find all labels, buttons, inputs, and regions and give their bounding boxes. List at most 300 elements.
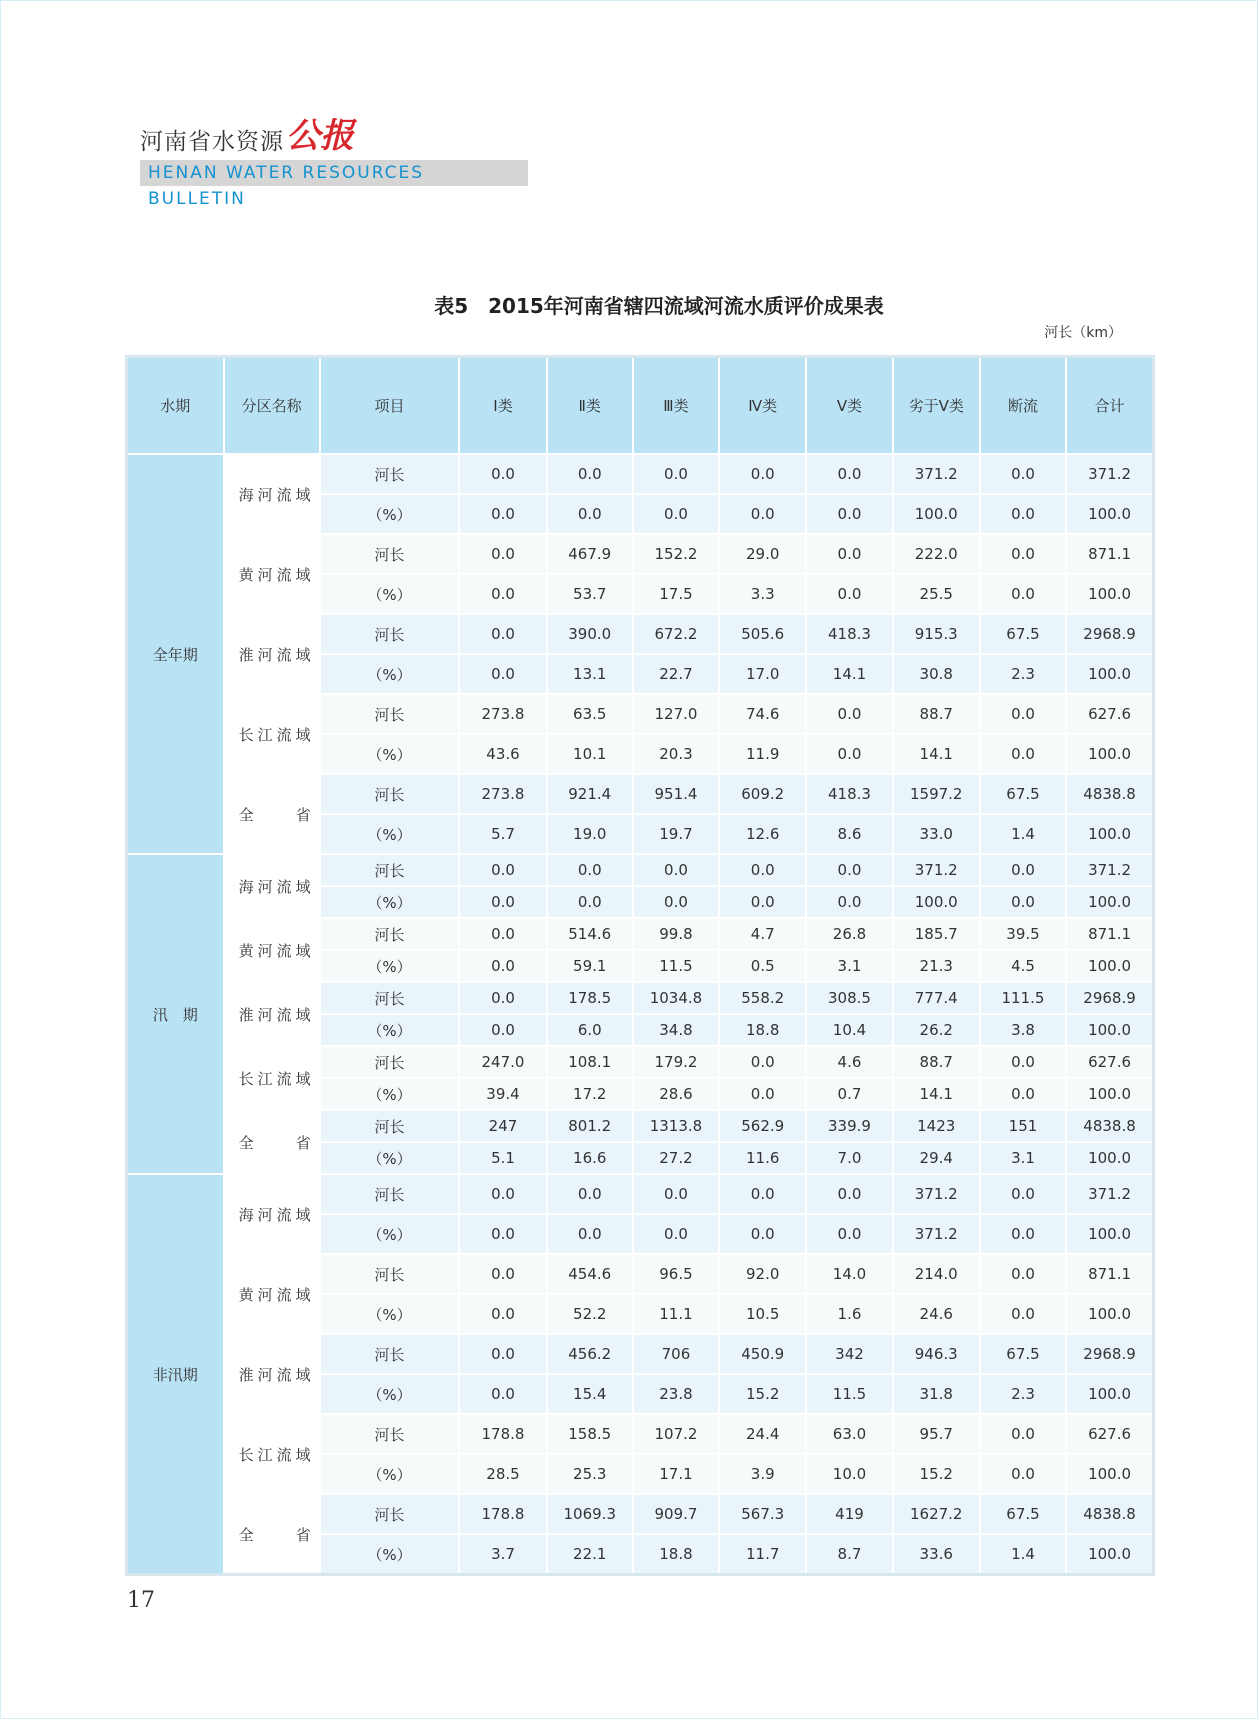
basin-cell: 长江流域 bbox=[224, 1414, 320, 1494]
column-header: Ⅳ类 bbox=[719, 357, 806, 455]
value-cell: 0.0 bbox=[459, 1214, 546, 1254]
value-cell: 0.0 bbox=[547, 1214, 633, 1254]
value-cell: 107.2 bbox=[633, 1414, 719, 1454]
value-cell: 371.2 bbox=[893, 1214, 980, 1254]
table-row bbox=[127, 918, 1154, 950]
value-cell: 4.5 bbox=[980, 950, 1066, 982]
value-cell: 946.3 bbox=[893, 1334, 980, 1374]
item-cell: （%） bbox=[320, 814, 460, 854]
table-row bbox=[127, 982, 1154, 1014]
value-cell: 0.0 bbox=[980, 534, 1066, 574]
value-cell: 17.0 bbox=[719, 654, 806, 694]
value-cell: 0.0 bbox=[806, 454, 892, 494]
value-cell: 100.0 bbox=[893, 886, 980, 918]
value-cell: 4838.8 bbox=[1066, 774, 1153, 814]
value-cell: 371.2 bbox=[893, 854, 980, 886]
value-cell: 871.1 bbox=[1066, 534, 1153, 574]
value-cell: 1.6 bbox=[806, 1294, 892, 1334]
basin-cell: 黄河流域 bbox=[224, 918, 320, 982]
table-row bbox=[127, 1046, 1154, 1078]
value-cell: 3.3 bbox=[719, 574, 806, 614]
column-header: Ⅰ类 bbox=[459, 357, 546, 455]
value-cell: 419 bbox=[806, 1494, 892, 1534]
column-header: 劣于Ⅴ类 bbox=[893, 357, 980, 455]
value-cell: 28.6 bbox=[633, 1078, 719, 1110]
value-cell: 20.3 bbox=[633, 734, 719, 774]
item-cell: （%） bbox=[320, 494, 460, 534]
value-cell: 0.0 bbox=[633, 886, 719, 918]
item-cell: 河长 bbox=[320, 1254, 460, 1294]
value-cell: 74.6 bbox=[719, 694, 806, 734]
value-cell: 0.0 bbox=[459, 1334, 546, 1374]
value-cell: 0.0 bbox=[980, 1294, 1066, 1334]
basin-cell: 全 省 bbox=[224, 774, 320, 854]
value-cell: 14.1 bbox=[806, 654, 892, 694]
item-cell: （%） bbox=[320, 1294, 460, 1334]
value-cell: 11.1 bbox=[633, 1294, 719, 1334]
item-cell: 河长 bbox=[320, 774, 460, 814]
value-cell: 43.6 bbox=[459, 734, 546, 774]
value-cell: 0.0 bbox=[980, 1078, 1066, 1110]
value-cell: 467.9 bbox=[547, 534, 633, 574]
value-cell: 19.0 bbox=[547, 814, 633, 854]
basin-cell: 长江流域 bbox=[224, 1046, 320, 1110]
column-header: 分区名称 bbox=[224, 357, 320, 455]
header-row bbox=[127, 357, 1154, 455]
column-header: 项目 bbox=[320, 357, 460, 455]
value-cell: 0.0 bbox=[459, 454, 546, 494]
item-cell: 河长 bbox=[320, 982, 460, 1014]
value-cell: 100.0 bbox=[1066, 814, 1153, 854]
value-cell: 2968.9 bbox=[1066, 982, 1153, 1014]
value-cell: 342 bbox=[806, 1334, 892, 1374]
table-row bbox=[127, 1254, 1154, 1294]
value-cell: 0.0 bbox=[633, 1214, 719, 1254]
value-cell: 31.8 bbox=[893, 1374, 980, 1414]
header-cn-title: 河南省水资源 bbox=[140, 129, 284, 155]
value-cell: 418.3 bbox=[806, 774, 892, 814]
value-cell: 11.5 bbox=[633, 950, 719, 982]
value-cell: 0.0 bbox=[459, 918, 546, 950]
value-cell: 871.1 bbox=[1066, 918, 1153, 950]
value-cell: 100.0 bbox=[1066, 734, 1153, 774]
value-cell: 371.2 bbox=[893, 1174, 980, 1214]
value-cell: 2.3 bbox=[980, 1374, 1066, 1414]
table-row bbox=[127, 854, 1154, 886]
unit-note: 河长（km） bbox=[1044, 325, 1122, 341]
value-cell: 1069.3 bbox=[547, 1494, 633, 1534]
value-cell: 0.0 bbox=[719, 454, 806, 494]
value-cell: 0.0 bbox=[547, 886, 633, 918]
value-cell: 0.0 bbox=[719, 1078, 806, 1110]
value-cell: 11.7 bbox=[719, 1534, 806, 1575]
value-cell: 33.6 bbox=[893, 1534, 980, 1575]
value-cell: 152.2 bbox=[633, 534, 719, 574]
value-cell: 18.8 bbox=[633, 1534, 719, 1575]
item-cell: （%） bbox=[320, 1142, 460, 1174]
value-cell: 672.2 bbox=[633, 614, 719, 654]
value-cell: 273.8 bbox=[459, 774, 546, 814]
value-cell: 0.0 bbox=[980, 1174, 1066, 1214]
column-header: Ⅴ类 bbox=[806, 357, 892, 455]
value-cell: 11.6 bbox=[719, 1142, 806, 1174]
value-cell: 22.7 bbox=[633, 654, 719, 694]
item-cell: （%） bbox=[320, 574, 460, 614]
value-cell: 100.0 bbox=[1066, 1014, 1153, 1046]
value-cell: 0.0 bbox=[719, 886, 806, 918]
table-header bbox=[127, 357, 1154, 455]
table-row bbox=[127, 1414, 1154, 1454]
value-cell: 92.0 bbox=[719, 1254, 806, 1294]
value-cell: 2.3 bbox=[980, 654, 1066, 694]
value-cell: 14.1 bbox=[893, 1078, 980, 1110]
value-cell: 0.0 bbox=[980, 454, 1066, 494]
value-cell: 2968.9 bbox=[1066, 614, 1153, 654]
value-cell: 100.0 bbox=[1066, 1142, 1153, 1174]
value-cell: 371.2 bbox=[893, 454, 980, 494]
column-header: 断流 bbox=[980, 357, 1066, 455]
basin-cell: 海河流域 bbox=[224, 854, 320, 918]
value-cell: 514.6 bbox=[547, 918, 633, 950]
value-cell: 30.8 bbox=[893, 654, 980, 694]
value-cell: 0.0 bbox=[980, 1214, 1066, 1254]
item-cell: （%） bbox=[320, 1214, 460, 1254]
item-cell: 河长 bbox=[320, 614, 460, 654]
basin-cell: 黄河流域 bbox=[224, 1254, 320, 1334]
value-cell: 24.4 bbox=[719, 1414, 806, 1454]
value-cell: 67.5 bbox=[980, 1334, 1066, 1374]
item-cell: （%） bbox=[320, 950, 460, 982]
value-cell: 1034.8 bbox=[633, 982, 719, 1014]
value-cell: 308.5 bbox=[806, 982, 892, 1014]
value-cell: 34.8 bbox=[633, 1014, 719, 1046]
value-cell: 0.0 bbox=[980, 734, 1066, 774]
value-cell: 0.0 bbox=[547, 454, 633, 494]
period-cell: 汛 期 bbox=[127, 854, 224, 1174]
value-cell: 26.2 bbox=[893, 1014, 980, 1046]
value-cell: 24.6 bbox=[893, 1294, 980, 1334]
page-number: 17 bbox=[127, 1588, 155, 1613]
value-cell: 127.0 bbox=[633, 694, 719, 734]
value-cell: 28.5 bbox=[459, 1454, 546, 1494]
item-cell: （%） bbox=[320, 886, 460, 918]
value-cell: 558.2 bbox=[719, 982, 806, 1014]
value-cell: 63.0 bbox=[806, 1414, 892, 1454]
value-cell: 418.3 bbox=[806, 614, 892, 654]
value-cell: 0.0 bbox=[719, 1214, 806, 1254]
value-cell: 0.0 bbox=[980, 574, 1066, 614]
item-cell: 河长 bbox=[320, 1414, 460, 1454]
item-cell: 河长 bbox=[320, 918, 460, 950]
value-cell: 0.0 bbox=[459, 886, 546, 918]
value-cell: 4.7 bbox=[719, 918, 806, 950]
value-cell: 10.5 bbox=[719, 1294, 806, 1334]
item-cell: （%） bbox=[320, 1014, 460, 1046]
value-cell: 0.0 bbox=[633, 854, 719, 886]
value-cell: 4838.8 bbox=[1066, 1494, 1153, 1534]
value-cell: 915.3 bbox=[893, 614, 980, 654]
value-cell: 2968.9 bbox=[1066, 1334, 1153, 1374]
value-cell: 0.0 bbox=[980, 1046, 1066, 1078]
value-cell: 0.0 bbox=[459, 654, 546, 694]
value-cell: 0.0 bbox=[547, 494, 633, 534]
value-cell: 100.0 bbox=[1066, 1454, 1153, 1494]
value-cell: 13.1 bbox=[547, 654, 633, 694]
basin-cell: 长江流域 bbox=[224, 694, 320, 774]
value-cell: 14.0 bbox=[806, 1254, 892, 1294]
value-cell: 100.0 bbox=[893, 494, 980, 534]
value-cell: 1423 bbox=[893, 1110, 980, 1142]
value-cell: 371.2 bbox=[1066, 454, 1153, 494]
value-cell: 0.0 bbox=[806, 1214, 892, 1254]
value-cell: 0.0 bbox=[806, 1174, 892, 1214]
value-cell: 96.5 bbox=[633, 1254, 719, 1294]
value-cell: 0.0 bbox=[719, 494, 806, 534]
value-cell: 456.2 bbox=[547, 1334, 633, 1374]
table-row bbox=[127, 614, 1154, 654]
value-cell: 29.0 bbox=[719, 534, 806, 574]
item-cell: （%） bbox=[320, 1454, 460, 1494]
value-cell: 0.0 bbox=[806, 534, 892, 574]
value-cell: 0.0 bbox=[980, 1414, 1066, 1454]
value-cell: 67.5 bbox=[980, 774, 1066, 814]
value-cell: 0.0 bbox=[459, 982, 546, 1014]
value-cell: 627.6 bbox=[1066, 1046, 1153, 1078]
value-cell: 0.0 bbox=[980, 694, 1066, 734]
value-cell: 100.0 bbox=[1066, 1214, 1153, 1254]
column-header: Ⅱ类 bbox=[547, 357, 633, 455]
value-cell: 100.0 bbox=[1066, 1078, 1153, 1110]
value-cell: 390.0 bbox=[547, 614, 633, 654]
value-cell: 99.8 bbox=[633, 918, 719, 950]
value-cell: 0.0 bbox=[719, 1174, 806, 1214]
value-cell: 0.0 bbox=[806, 494, 892, 534]
value-cell: 151 bbox=[980, 1110, 1066, 1142]
basin-cell: 全 省 bbox=[224, 1494, 320, 1575]
value-cell: 0.0 bbox=[980, 1254, 1066, 1294]
value-cell: 5.7 bbox=[459, 814, 546, 854]
value-cell: 22.1 bbox=[547, 1534, 633, 1575]
value-cell: 178.8 bbox=[459, 1414, 546, 1454]
value-cell: 6.0 bbox=[547, 1014, 633, 1046]
value-cell: 0.0 bbox=[806, 694, 892, 734]
value-cell: 0.0 bbox=[719, 1046, 806, 1078]
item-cell: （%） bbox=[320, 1078, 460, 1110]
value-cell: 185.7 bbox=[893, 918, 980, 950]
value-cell: 14.1 bbox=[893, 734, 980, 774]
value-cell: 100.0 bbox=[1066, 1294, 1153, 1334]
value-cell: 26.8 bbox=[806, 918, 892, 950]
value-cell: 1627.2 bbox=[893, 1494, 980, 1534]
value-cell: 178.5 bbox=[547, 982, 633, 1014]
value-cell: 100.0 bbox=[1066, 574, 1153, 614]
table-row bbox=[127, 1174, 1154, 1214]
item-cell: 河长 bbox=[320, 694, 460, 734]
item-cell: 河长 bbox=[320, 1334, 460, 1374]
table-row bbox=[127, 1110, 1154, 1142]
value-cell: 10.4 bbox=[806, 1014, 892, 1046]
value-cell: 3.1 bbox=[980, 1142, 1066, 1174]
value-cell: 59.1 bbox=[547, 950, 633, 982]
value-cell: 63.5 bbox=[547, 694, 633, 734]
value-cell: 10.1 bbox=[547, 734, 633, 774]
table-row bbox=[127, 774, 1154, 814]
value-cell: 23.8 bbox=[633, 1374, 719, 1414]
column-header: Ⅲ类 bbox=[633, 357, 719, 455]
value-cell: 25.5 bbox=[893, 574, 980, 614]
basin-cell: 海河流域 bbox=[224, 454, 320, 534]
value-cell: 0.0 bbox=[980, 886, 1066, 918]
item-cell: （%） bbox=[320, 654, 460, 694]
value-cell: 1597.2 bbox=[893, 774, 980, 814]
value-cell: 88.7 bbox=[893, 694, 980, 734]
value-cell: 371.2 bbox=[1066, 854, 1153, 886]
header-cn bbox=[140, 112, 528, 156]
value-cell: 0.0 bbox=[980, 1454, 1066, 1494]
value-cell: 3.1 bbox=[806, 950, 892, 982]
value-cell: 273.8 bbox=[459, 694, 546, 734]
basin-cell: 海河流域 bbox=[224, 1174, 320, 1254]
value-cell: 0.0 bbox=[459, 534, 546, 574]
bulletin-header bbox=[140, 112, 528, 209]
column-header: 水期 bbox=[127, 357, 224, 455]
value-cell: 627.6 bbox=[1066, 1414, 1153, 1454]
basin-cell: 全 省 bbox=[224, 1110, 320, 1174]
value-cell: 1.4 bbox=[980, 1534, 1066, 1575]
value-cell: 371.2 bbox=[1066, 1174, 1153, 1214]
value-cell: 67.5 bbox=[980, 1494, 1066, 1534]
value-cell: 0.0 bbox=[459, 574, 546, 614]
value-cell: 25.3 bbox=[547, 1454, 633, 1494]
value-cell: 339.9 bbox=[806, 1110, 892, 1142]
value-cell: 100.0 bbox=[1066, 654, 1153, 694]
value-cell: 3.8 bbox=[980, 1014, 1066, 1046]
value-cell: 0.7 bbox=[806, 1078, 892, 1110]
value-cell: 15.2 bbox=[893, 1454, 980, 1494]
item-cell: （%） bbox=[320, 1374, 460, 1414]
value-cell: 16.6 bbox=[547, 1142, 633, 1174]
period-cell: 非汛期 bbox=[127, 1174, 224, 1575]
item-cell: 河长 bbox=[320, 1110, 460, 1142]
value-cell: 95.7 bbox=[893, 1414, 980, 1454]
value-cell: 5.1 bbox=[459, 1142, 546, 1174]
value-cell: 450.9 bbox=[719, 1334, 806, 1374]
value-cell: 0.0 bbox=[980, 494, 1066, 534]
item-cell: （%） bbox=[320, 1534, 460, 1575]
value-cell: 52.2 bbox=[547, 1294, 633, 1334]
table-row bbox=[127, 454, 1154, 494]
value-cell: 33.0 bbox=[893, 814, 980, 854]
basin-cell: 淮河流域 bbox=[224, 982, 320, 1046]
value-cell: 17.1 bbox=[633, 1454, 719, 1494]
value-cell: 214.0 bbox=[893, 1254, 980, 1294]
value-cell: 4838.8 bbox=[1066, 1110, 1153, 1142]
value-cell: 11.9 bbox=[719, 734, 806, 774]
table-row bbox=[127, 534, 1154, 574]
table-row bbox=[127, 1494, 1154, 1534]
table-body bbox=[127, 454, 1154, 1575]
value-cell: 0.0 bbox=[459, 950, 546, 982]
value-cell: 0.0 bbox=[459, 614, 546, 654]
value-cell: 21.3 bbox=[893, 950, 980, 982]
value-cell: 53.7 bbox=[547, 574, 633, 614]
value-cell: 19.7 bbox=[633, 814, 719, 854]
value-cell: 88.7 bbox=[893, 1046, 980, 1078]
value-cell: 777.4 bbox=[893, 982, 980, 1014]
value-cell: 8.7 bbox=[806, 1534, 892, 1575]
value-cell: 11.5 bbox=[806, 1374, 892, 1414]
value-cell: 0.0 bbox=[633, 494, 719, 534]
value-cell: 505.6 bbox=[719, 614, 806, 654]
value-cell: 1.4 bbox=[980, 814, 1066, 854]
value-cell: 0.0 bbox=[980, 854, 1066, 886]
value-cell: 3.7 bbox=[459, 1534, 546, 1575]
value-cell: 15.4 bbox=[547, 1374, 633, 1414]
value-cell: 17.5 bbox=[633, 574, 719, 614]
value-cell: 67.5 bbox=[980, 614, 1066, 654]
value-cell: 4.6 bbox=[806, 1046, 892, 1078]
value-cell: 0.0 bbox=[806, 886, 892, 918]
value-cell: 0.0 bbox=[459, 1174, 546, 1214]
basin-cell: 淮河流域 bbox=[224, 614, 320, 694]
value-cell: 15.2 bbox=[719, 1374, 806, 1414]
value-cell: 0.0 bbox=[719, 854, 806, 886]
value-cell: 562.9 bbox=[719, 1110, 806, 1142]
value-cell: 706 bbox=[633, 1334, 719, 1374]
value-cell: 27.2 bbox=[633, 1142, 719, 1174]
value-cell: 0.0 bbox=[547, 1174, 633, 1214]
value-cell: 0.0 bbox=[459, 1374, 546, 1414]
item-cell: 河长 bbox=[320, 1174, 460, 1214]
value-cell: 247.0 bbox=[459, 1046, 546, 1078]
item-cell: 河长 bbox=[320, 1494, 460, 1534]
value-cell: 0.5 bbox=[719, 950, 806, 982]
value-cell: 39.5 bbox=[980, 918, 1066, 950]
value-cell: 0.0 bbox=[459, 1294, 546, 1334]
value-cell: 10.0 bbox=[806, 1454, 892, 1494]
value-cell: 178.8 bbox=[459, 1494, 546, 1534]
value-cell: 801.2 bbox=[547, 1110, 633, 1142]
table-title: 表5 2015年河南省辖四流域河流水质评价成果表 bbox=[434, 294, 884, 318]
value-cell: 0.0 bbox=[459, 1014, 546, 1046]
item-cell: 河长 bbox=[320, 454, 460, 494]
value-cell: 100.0 bbox=[1066, 1534, 1153, 1575]
value-cell: 1313.8 bbox=[633, 1110, 719, 1142]
value-cell: 0.0 bbox=[806, 574, 892, 614]
value-cell: 951.4 bbox=[633, 774, 719, 814]
value-cell: 12.6 bbox=[719, 814, 806, 854]
basin-cell: 黄河流域 bbox=[224, 534, 320, 614]
value-cell: 18.8 bbox=[719, 1014, 806, 1046]
value-cell: 39.4 bbox=[459, 1078, 546, 1110]
value-cell: 158.5 bbox=[547, 1414, 633, 1454]
value-cell: 3.9 bbox=[719, 1454, 806, 1494]
table-row bbox=[127, 1334, 1154, 1374]
value-cell: 29.4 bbox=[893, 1142, 980, 1174]
value-cell: 7.0 bbox=[806, 1142, 892, 1174]
value-cell: 871.1 bbox=[1066, 1254, 1153, 1294]
value-cell: 108.1 bbox=[547, 1046, 633, 1078]
value-cell: 0.0 bbox=[633, 1174, 719, 1214]
value-cell: 100.0 bbox=[1066, 1374, 1153, 1414]
value-cell: 8.6 bbox=[806, 814, 892, 854]
value-cell: 0.0 bbox=[459, 1254, 546, 1294]
value-cell: 0.0 bbox=[633, 454, 719, 494]
value-cell: 909.7 bbox=[633, 1494, 719, 1534]
value-cell: 17.2 bbox=[547, 1078, 633, 1110]
value-cell: 921.4 bbox=[547, 774, 633, 814]
item-cell: 河长 bbox=[320, 534, 460, 574]
